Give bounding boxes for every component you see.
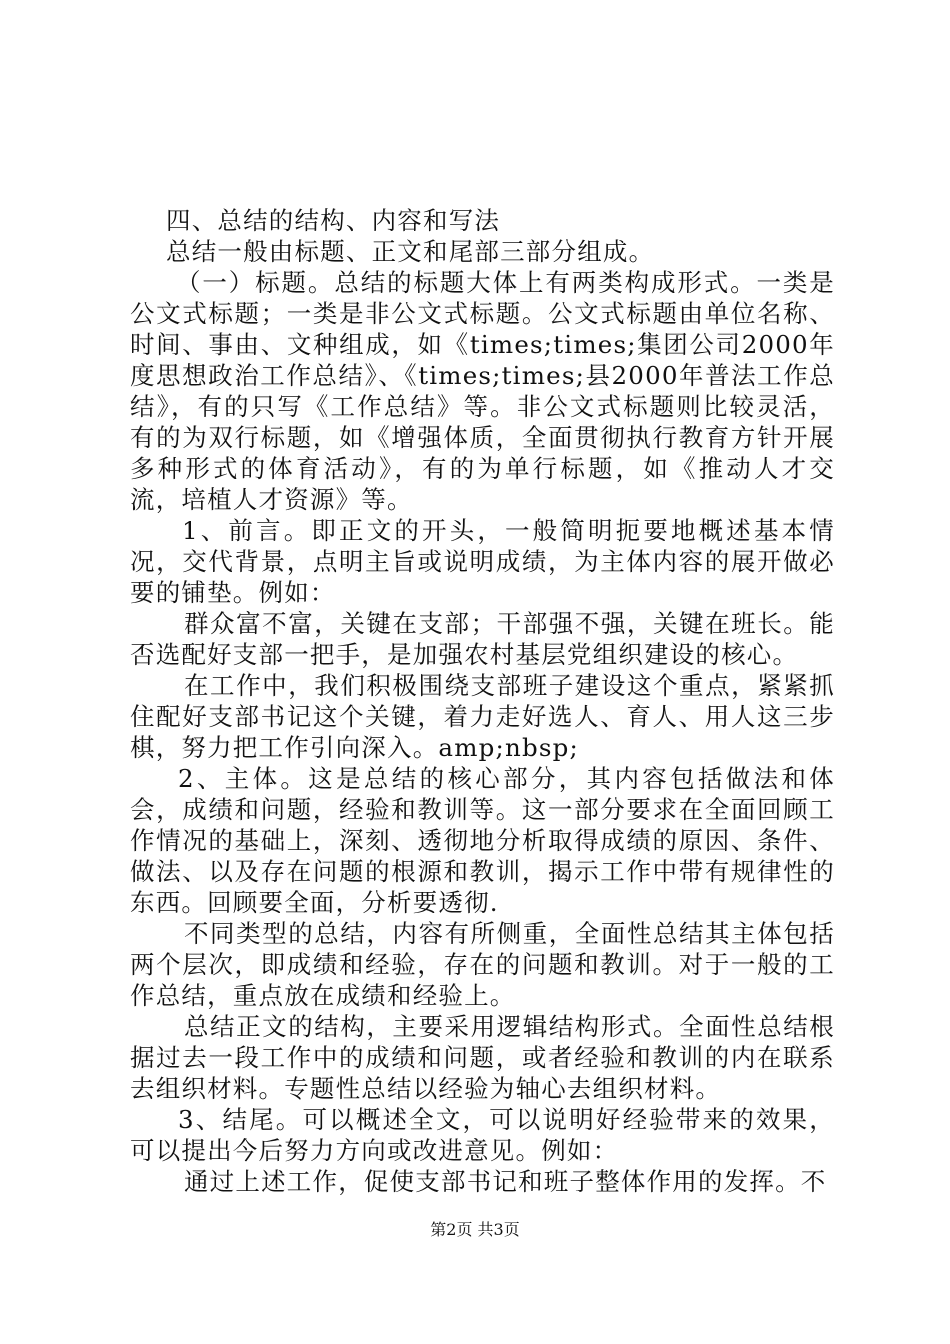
paragraph: 总结一般由标题、正文和尾部三部分组成。 (166, 237, 655, 266)
paragraph: 1、前言。即正文的开头，一般简明扼要地概述基本情况，交代背景，点明主旨或说明成绩，为主体内容的展开做必要的铺垫。例如： (130, 516, 835, 607)
paragraph: 通过上述工作，促使支部书记和班子整体作用的发挥。不 (184, 1167, 827, 1196)
paragraph: 不同类型的总结，内容有所侧重，全面性总结其主体包括两个层次，即成绩和经验，存在的问题和教训。对于一般的工作总结，重点放在成绩和经验上。 (130, 919, 835, 1010)
paragraph: （一）标题。总结的标题大体上有两类构成形式。一类是公文式标题；一类是非公文式标题。公文式标题由单位名称、时间、事由、文种组成，如《times;times;集团公司2000年度思想政治工作总结》、《times;times;县2000年普法工作总结》，有的只写《工作总结》等。非公文式标题则比较灵活，有的为双行标题，如《增强体质，全面贯彻执行教育方针开展多种形式的体育活动》，有的为单行标题，如《推动人才交流，培植人才资源》等。 (130, 268, 835, 514)
paragraph: 在工作中，我们积极围绕支部班子建设这个重点，紧紧抓住配好支部书记这个关键，着力走好选人、育人、用人这三步棋，努力把工作引向深入。amp;nbsp; (130, 671, 835, 762)
paragraph: 群众富不富，关键在支部；干部强不强，关键在班长。能否选配好支部一把手，是加强农村基层党组织建设的核心。 (130, 609, 835, 669)
document-body (130, 205, 835, 1197)
paragraph: 2、主体。这是总结的核心部分，其内容包括做法和体会，成绩和问题，经验和教训等。这一部分要求在全面回顾工作情况的基础上，深刻、透彻地分析取得成绩的原因、条件、做法、以及存在问题的根源和教训，揭示工作中带有规律性的东西。回顾要全面，分析要透彻. (130, 764, 835, 917)
paragraph: 3、结尾。可以概述全文，可以说明好经验带来的效果，可以提出今后努力方向或改进意见。例如： (130, 1105, 835, 1165)
page-number-footer: 第2页 共3页 (430, 1220, 520, 1239)
section-heading: 四、总结的结构、内容和写法 (166, 206, 501, 235)
paragraph: 总结正文的结构，主要采用逻辑结构形式。全面性总结根据过去一段工作中的成绩和问题，或者经验和教训的内在联系去组织材料。专题性总结以经验为轴心去组织材料。 (130, 1012, 835, 1103)
